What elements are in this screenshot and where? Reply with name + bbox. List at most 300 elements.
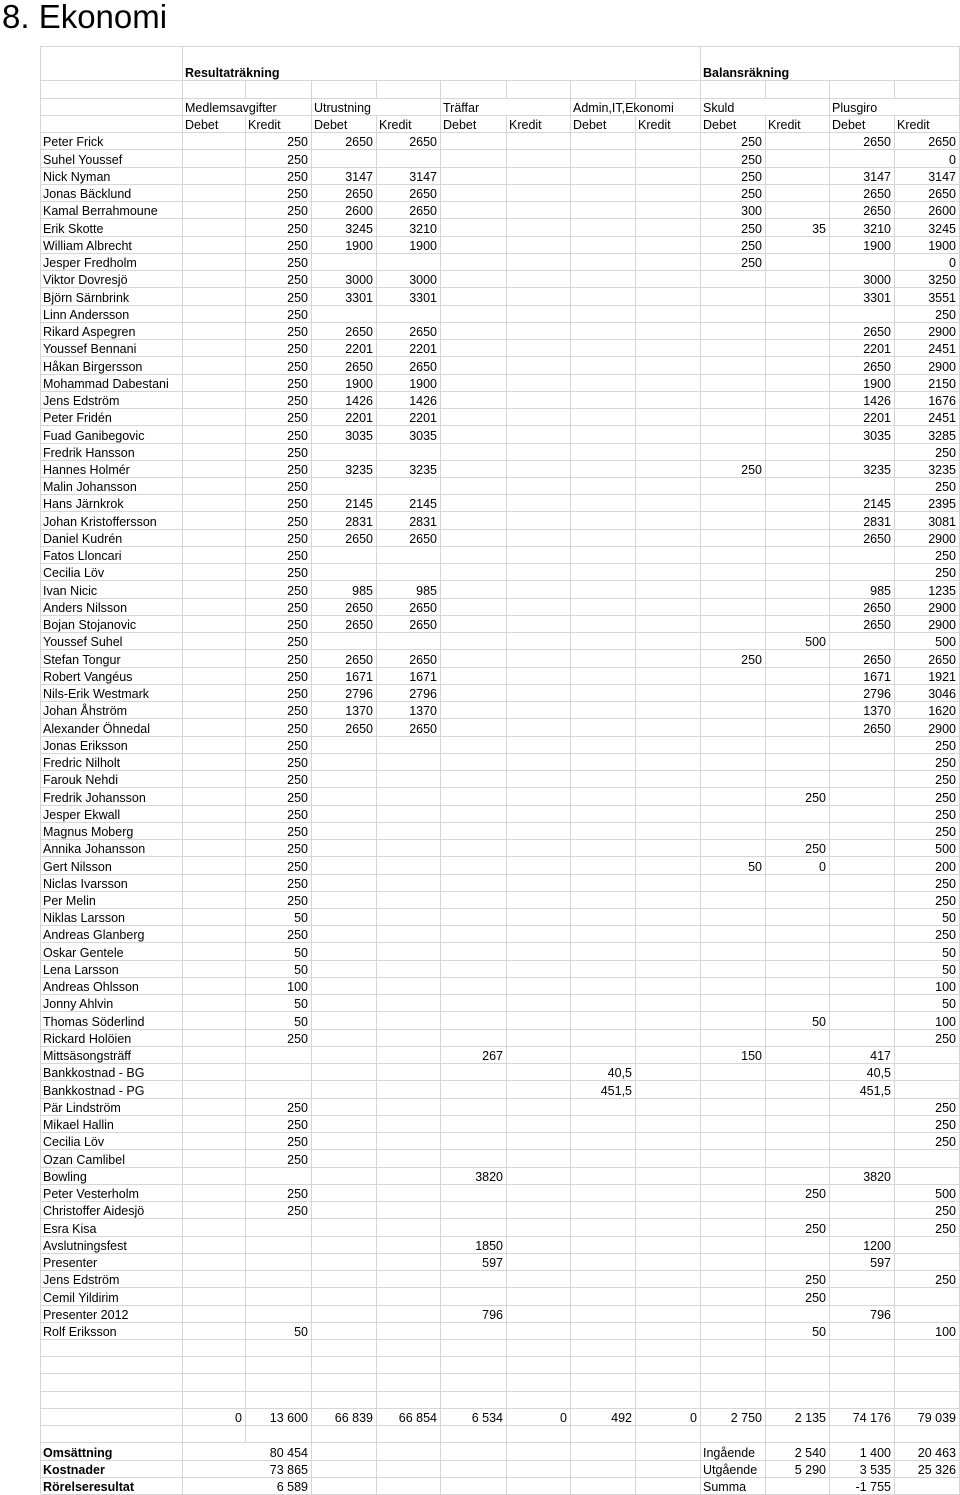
empty-cell[interactable] [41,1340,183,1357]
row-label[interactable]: Jesper Ekwall [41,806,183,823]
empty-cell[interactable] [246,1374,312,1391]
value-cell[interactable] [895,1288,960,1305]
value-cell[interactable] [766,202,830,219]
value-cell[interactable] [183,1030,246,1047]
value-cell[interactable]: 3147 [895,168,960,185]
value-cell[interactable] [830,478,895,495]
value-cell[interactable] [895,1150,960,1167]
empty-cell[interactable] [701,1340,766,1357]
value-cell[interactable] [441,133,507,150]
total-cell[interactable]: 0 [507,1409,571,1426]
empty-cell[interactable] [41,116,183,133]
value-cell[interactable] [830,1030,895,1047]
value-cell[interactable]: 250 [895,892,960,909]
value-cell[interactable] [636,823,701,840]
value-cell[interactable]: 2650 [312,133,377,150]
value-cell[interactable]: 300 [701,202,766,219]
value-cell[interactable]: 2201 [312,409,377,426]
value-cell[interactable] [830,823,895,840]
value-cell[interactable] [507,685,571,702]
value-cell[interactable] [571,961,636,978]
value-cell[interactable]: 2650 [830,599,895,616]
value-cell[interactable]: 250 [701,185,766,202]
value-cell[interactable] [766,1237,830,1254]
value-cell[interactable] [766,237,830,254]
value-cell[interactable] [636,616,701,633]
row-label[interactable]: Fredrik Hansson [41,444,183,461]
value-cell[interactable] [636,254,701,271]
value-cell[interactable] [183,1219,246,1236]
total-cell[interactable]: 6 534 [441,1409,507,1426]
value-cell[interactable] [636,978,701,995]
value-cell[interactable] [312,1237,377,1254]
value-cell[interactable] [312,1288,377,1305]
value-cell[interactable]: 250 [246,823,312,840]
row-label[interactable]: Niklas Larsson [41,909,183,926]
value-cell[interactable] [183,409,246,426]
value-cell[interactable] [183,685,246,702]
value-cell[interactable]: 2650 [312,357,377,374]
value-cell[interactable] [377,254,441,271]
value-cell[interactable] [312,1219,377,1236]
value-cell[interactable] [571,823,636,840]
value-cell[interactable] [766,1168,830,1185]
value-cell[interactable] [830,737,895,754]
value-cell[interactable]: 250 [246,323,312,340]
value-cell[interactable]: 250 [246,461,312,478]
row-label[interactable]: Esra Kisa [41,1219,183,1236]
empty-cell[interactable] [246,1357,312,1374]
value-cell[interactable] [183,150,246,167]
empty-cell[interactable] [571,1357,636,1374]
corner-cell[interactable] [41,47,183,81]
value-cell[interactable] [441,1133,507,1150]
row-label[interactable]: Peter Vesterholm [41,1185,183,1202]
value-cell[interactable] [571,1030,636,1047]
value-cell[interactable] [636,599,701,616]
value-cell[interactable] [701,685,766,702]
value-cell[interactable]: 3035 [377,426,441,443]
value-cell[interactable]: 250 [246,444,312,461]
value-cell[interactable] [183,375,246,392]
value-cell[interactable] [441,737,507,754]
summary-label[interactable]: Rörelseresultat [41,1478,183,1495]
value-cell[interactable]: 3245 [895,219,960,236]
value-cell[interactable] [441,892,507,909]
value-cell[interactable] [246,1306,312,1323]
value-cell[interactable]: 1370 [377,702,441,719]
value-cell[interactable] [571,771,636,788]
value-cell[interactable] [507,1254,571,1271]
value-cell[interactable]: 250 [895,771,960,788]
value-cell[interactable] [636,1064,701,1081]
empty-cell[interactable] [183,1357,246,1374]
value-cell[interactable] [183,254,246,271]
value-cell[interactable] [636,961,701,978]
value-cell[interactable] [441,1219,507,1236]
value-cell[interactable]: 2650 [312,185,377,202]
value-cell[interactable] [766,1254,830,1271]
value-cell[interactable] [571,788,636,805]
value-cell[interactable]: 250 [246,737,312,754]
value-cell[interactable] [183,771,246,788]
value-cell[interactable] [507,909,571,926]
value-cell[interactable] [895,1168,960,1185]
value-cell[interactable] [571,375,636,392]
kredit-header[interactable]: Kredit [895,116,960,133]
value-cell[interactable]: 250 [895,1030,960,1047]
value-cell[interactable] [701,357,766,374]
value-cell[interactable]: 250 [246,357,312,374]
value-cell[interactable] [507,961,571,978]
value-cell[interactable] [766,461,830,478]
value-cell[interactable]: 250 [246,564,312,581]
row-label[interactable]: Daniel Kudrén [41,530,183,547]
row-label[interactable]: Gert Nilsson [41,857,183,874]
value-cell[interactable] [571,133,636,150]
row-label[interactable]: Farouk Nehdi [41,771,183,788]
value-cell[interactable] [441,1202,507,1219]
value-cell[interactable] [441,719,507,736]
value-cell[interactable] [441,702,507,719]
value-cell[interactable] [507,650,571,667]
row-label[interactable]: Bowling [41,1168,183,1185]
value-cell[interactable] [701,1116,766,1133]
row-label[interactable]: Erik Skotte [41,219,183,236]
value-cell[interactable] [636,685,701,702]
value-cell[interactable] [571,978,636,995]
row-label[interactable]: Johan Kristoffersson [41,512,183,529]
value-cell[interactable] [701,909,766,926]
value-cell[interactable]: 50 [766,1012,830,1029]
value-cell[interactable] [507,1030,571,1047]
value-cell[interactable]: 0 [895,254,960,271]
value-cell[interactable] [507,788,571,805]
value-cell[interactable] [507,564,571,581]
row-label[interactable]: Andreas Ohlsson [41,978,183,995]
value-cell[interactable]: 2650 [830,650,895,667]
value-cell[interactable]: 250 [246,150,312,167]
value-cell[interactable] [830,788,895,805]
value-cell[interactable] [636,1012,701,1029]
value-cell[interactable]: 1671 [830,668,895,685]
value-cell[interactable] [312,254,377,271]
value-cell[interactable]: 250 [246,1185,312,1202]
summary-label[interactable]: Kostnader [41,1461,183,1478]
value-cell[interactable] [377,478,441,495]
value-cell[interactable] [312,1099,377,1116]
total-cell[interactable]: 66 854 [377,1409,441,1426]
empty-cell[interactable] [183,1426,246,1443]
value-cell[interactable] [766,771,830,788]
value-cell[interactable] [507,702,571,719]
value-cell[interactable]: 250 [246,271,312,288]
value-cell[interactable] [183,219,246,236]
value-cell[interactable] [507,978,571,995]
value-cell[interactable]: 50 [895,909,960,926]
value-cell[interactable] [636,1168,701,1185]
value-cell[interactable] [507,237,571,254]
value-cell[interactable] [377,1099,441,1116]
row-label[interactable]: Fatos Lloncari [41,547,183,564]
value-cell[interactable]: 250 [701,650,766,667]
value-cell[interactable]: 2831 [377,512,441,529]
value-cell[interactable]: 2650 [312,616,377,633]
value-cell[interactable] [701,392,766,409]
value-cell[interactable] [571,857,636,874]
value-cell[interactable]: 2796 [377,685,441,702]
value-cell[interactable] [377,564,441,581]
value-cell[interactable] [507,737,571,754]
value-cell[interactable] [183,1064,246,1081]
value-cell[interactable] [507,1081,571,1098]
value-cell[interactable]: 150 [701,1047,766,1064]
row-label[interactable]: Stefan Tongur [41,650,183,667]
value-cell[interactable]: 3000 [377,271,441,288]
value-cell[interactable]: 50 [766,1323,830,1340]
value-cell[interactable]: 1900 [377,237,441,254]
value-cell[interactable]: 985 [377,581,441,598]
value-cell[interactable] [766,409,830,426]
value-cell[interactable] [183,1116,246,1133]
value-cell[interactable] [766,961,830,978]
value-cell[interactable]: 3245 [312,219,377,236]
value-cell[interactable]: 2201 [312,340,377,357]
kredit-header[interactable]: Kredit [377,116,441,133]
value-cell[interactable] [507,943,571,960]
empty-cell[interactable] [312,1340,377,1357]
empty-cell[interactable] [507,1461,571,1478]
value-cell[interactable] [312,875,377,892]
empty-cell[interactable] [41,1374,183,1391]
value-cell[interactable] [571,323,636,340]
value-cell[interactable]: 250 [246,771,312,788]
row-label[interactable]: William Albrecht [41,237,183,254]
value-cell[interactable] [183,650,246,667]
value-cell[interactable]: 1850 [441,1237,507,1254]
value-cell[interactable] [377,943,441,960]
value-cell[interactable]: 1620 [895,702,960,719]
value-cell[interactable]: 250 [246,530,312,547]
value-cell[interactable] [441,1323,507,1340]
value-cell[interactable] [766,943,830,960]
debet-header[interactable]: Debet [183,116,246,133]
value-cell[interactable] [701,995,766,1012]
value-cell[interactable] [183,788,246,805]
value-cell[interactable] [312,478,377,495]
value-cell[interactable] [441,150,507,167]
value-cell[interactable] [766,150,830,167]
value-cell[interactable] [441,323,507,340]
value-cell[interactable] [441,495,507,512]
value-cell[interactable] [636,840,701,857]
value-cell[interactable]: 2900 [895,599,960,616]
value-cell[interactable]: 250 [895,926,960,943]
value-cell[interactable] [507,1202,571,1219]
value-cell[interactable] [441,547,507,564]
value-cell[interactable] [701,512,766,529]
value-cell[interactable] [183,306,246,323]
value-cell[interactable]: 2650 [312,650,377,667]
value-cell[interactable] [441,616,507,633]
value-cell[interactable] [830,1202,895,1219]
value-cell[interactable] [571,254,636,271]
value-cell[interactable]: 250 [895,875,960,892]
value-cell[interactable]: 3551 [895,288,960,305]
value-cell[interactable] [571,616,636,633]
value-cell[interactable] [636,461,701,478]
value-cell[interactable] [507,1116,571,1133]
value-cell[interactable] [766,392,830,409]
value-cell[interactable] [312,737,377,754]
value-cell[interactable] [830,306,895,323]
value-cell[interactable]: 250 [895,823,960,840]
value-cell[interactable]: 3235 [895,461,960,478]
value-cell[interactable] [895,1064,960,1081]
value-cell[interactable] [507,633,571,650]
value-cell[interactable] [377,633,441,650]
value-cell[interactable] [571,1047,636,1064]
row-label[interactable]: Malin Johansson [41,478,183,495]
value-cell[interactable] [441,857,507,874]
value-cell[interactable] [183,1237,246,1254]
value-cell[interactable] [766,1306,830,1323]
value-cell[interactable]: 2650 [377,599,441,616]
value-cell[interactable]: 3210 [830,219,895,236]
value-cell[interactable] [441,1081,507,1098]
value-cell[interactable] [507,995,571,1012]
value-cell[interactable]: 250 [246,340,312,357]
empty-cell[interactable] [571,1374,636,1391]
value-cell[interactable] [830,444,895,461]
value-cell[interactable] [636,340,701,357]
value-cell[interactable] [766,185,830,202]
value-cell[interactable] [441,512,507,529]
value-cell[interactable] [830,547,895,564]
empty-cell[interactable] [377,1374,441,1391]
value-cell[interactable]: 250 [895,1099,960,1116]
value-cell[interactable]: 3285 [895,426,960,443]
value-cell[interactable] [701,1012,766,1029]
value-cell[interactable]: 3301 [312,288,377,305]
value-cell[interactable]: 250 [895,547,960,564]
row-label[interactable]: Jesper Fredholm [41,254,183,271]
value-cell[interactable] [507,1219,571,1236]
value-cell[interactable] [571,185,636,202]
value-cell[interactable] [312,926,377,943]
empty-cell[interactable] [895,1374,960,1391]
value-cell[interactable] [895,1254,960,1271]
value-cell[interactable] [507,426,571,443]
value-cell[interactable] [830,564,895,581]
empty-cell[interactable] [830,81,895,98]
value-cell[interactable] [312,1116,377,1133]
value-cell[interactable]: 0 [766,857,830,874]
balance-summary-value[interactable]: -1 755 [830,1478,895,1495]
value-cell[interactable] [571,737,636,754]
value-cell[interactable] [766,323,830,340]
value-cell[interactable]: 250 [246,392,312,409]
value-cell[interactable] [183,547,246,564]
value-cell[interactable] [507,392,571,409]
value-cell[interactable] [701,495,766,512]
value-cell[interactable] [571,668,636,685]
value-cell[interactable] [571,1254,636,1271]
value-cell[interactable] [701,926,766,943]
row-label[interactable]: Presenter [41,1254,183,1271]
value-cell[interactable] [312,1323,377,1340]
value-cell[interactable] [830,840,895,857]
value-cell[interactable]: 1671 [312,668,377,685]
empty-cell[interactable] [571,1443,636,1460]
empty-cell[interactable] [246,81,312,98]
value-cell[interactable]: 250 [246,306,312,323]
value-cell[interactable]: 2650 [895,185,960,202]
value-cell[interactable] [507,754,571,771]
value-cell[interactable] [636,788,701,805]
empty-cell[interactable] [571,1340,636,1357]
row-label[interactable]: Nick Nyman [41,168,183,185]
empty-cell[interactable] [766,1340,830,1357]
value-cell[interactable] [441,1185,507,1202]
value-cell[interactable] [636,1219,701,1236]
value-cell[interactable] [441,461,507,478]
value-cell[interactable]: 1900 [377,375,441,392]
row-label[interactable]: Christoffer Aidesjö [41,1202,183,1219]
value-cell[interactable] [441,1288,507,1305]
value-cell[interactable] [183,892,246,909]
value-cell[interactable]: 250 [701,133,766,150]
value-cell[interactable] [441,1150,507,1167]
value-cell[interactable] [636,995,701,1012]
empty-cell[interactable] [830,1340,895,1357]
empty-cell[interactable] [441,1357,507,1374]
row-label[interactable]: Youssef Suhel [41,633,183,650]
value-cell[interactable] [766,375,830,392]
summary-label[interactable]: Omsättning [41,1443,183,1460]
value-cell[interactable] [701,564,766,581]
value-cell[interactable] [441,875,507,892]
value-cell[interactable] [571,1168,636,1185]
value-cell[interactable] [312,788,377,805]
row-label[interactable]: Annika Johansson [41,840,183,857]
empty-cell[interactable] [441,1392,507,1409]
row-label[interactable]: Fredrik Johansson [41,788,183,805]
value-cell[interactable] [766,737,830,754]
value-cell[interactable]: 2650 [377,133,441,150]
value-cell[interactable]: 985 [312,581,377,598]
value-cell[interactable] [830,857,895,874]
empty-cell[interactable] [571,1392,636,1409]
value-cell[interactable] [701,616,766,633]
kredit-header[interactable]: Kredit [636,116,701,133]
value-cell[interactable] [895,1306,960,1323]
value-cell[interactable] [830,1012,895,1029]
value-cell[interactable] [507,875,571,892]
value-cell[interactable] [507,1099,571,1116]
value-cell[interactable] [183,668,246,685]
value-cell[interactable] [312,857,377,874]
row-label[interactable]: Magnus Moberg [41,823,183,840]
debet-header[interactable]: Debet [830,116,895,133]
value-cell[interactable] [441,1271,507,1288]
value-cell[interactable] [183,478,246,495]
value-cell[interactable]: 50 [246,961,312,978]
empty-cell[interactable] [312,81,377,98]
row-label[interactable]: Rolf Eriksson [41,1323,183,1340]
row-label[interactable]: Robert Vangéus [41,668,183,685]
empty-cell[interactable] [507,1443,571,1460]
